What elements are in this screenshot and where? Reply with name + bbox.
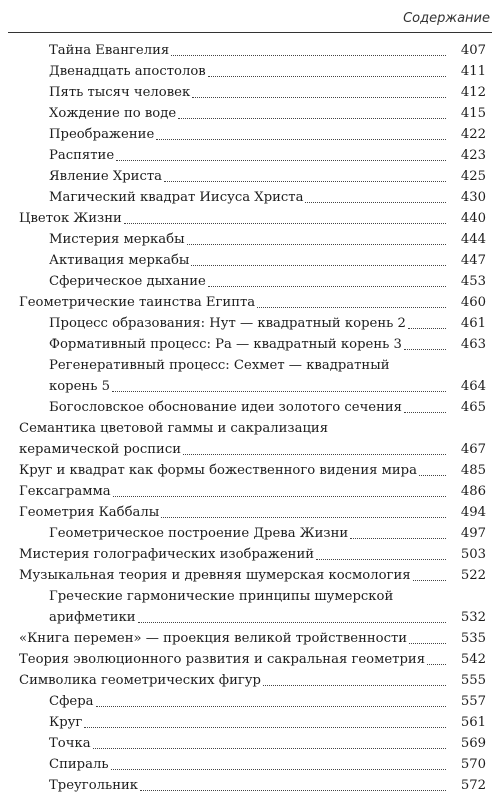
toc-page-number: 461 bbox=[446, 313, 486, 334]
toc-entry[interactable] bbox=[0, 271, 500, 292]
table-of-contents bbox=[0, 40, 500, 796]
toc-entry-title: Греческие гармонические принципы шумерской bbox=[49, 589, 394, 604]
toc-entry-title: корень 5 bbox=[49, 379, 110, 394]
dot-leader bbox=[171, 55, 462, 56]
dot-leader bbox=[156, 139, 462, 140]
toc-entry-title: Геометрия Каббалы bbox=[19, 505, 160, 520]
dot-leader bbox=[113, 496, 462, 497]
toc-entry[interactable] bbox=[0, 460, 500, 481]
toc-entry[interactable] bbox=[0, 40, 500, 61]
header-rule bbox=[8, 32, 492, 33]
dot-leader bbox=[187, 244, 462, 245]
toc-entry[interactable] bbox=[0, 124, 500, 145]
toc-entry-title: Мистерия меркабы bbox=[49, 232, 185, 247]
toc-entry-title: арифметики bbox=[49, 610, 136, 625]
toc-entry[interactable] bbox=[0, 502, 500, 523]
toc-entry-title: Тайна Евангелия bbox=[49, 43, 170, 58]
running-header: Содержание bbox=[403, 11, 490, 26]
toc-entry-title: Мистерия голографических изображений bbox=[19, 547, 315, 562]
toc-page-number: 412 bbox=[446, 82, 486, 103]
toc-entry-title: Пять тысяч человек bbox=[49, 85, 191, 100]
toc-entry-title: Преображение bbox=[49, 127, 155, 142]
toc-page-number: 535 bbox=[446, 628, 486, 649]
dot-leader bbox=[208, 76, 462, 77]
dot-leader bbox=[96, 706, 462, 707]
toc-entry-title: Магический квадрат Иисуса Христа bbox=[49, 190, 304, 205]
toc-page-number: 555 bbox=[446, 670, 486, 691]
toc-entry-title: Круг и квадрат как формы божественного видения мира bbox=[19, 463, 417, 478]
dot-leader bbox=[111, 769, 462, 770]
dot-leader bbox=[93, 748, 462, 749]
toc-entry-title: Точка bbox=[49, 736, 91, 751]
toc-page-number: 569 bbox=[446, 733, 486, 754]
toc-entry[interactable] bbox=[0, 166, 500, 187]
toc-entry[interactable] bbox=[0, 187, 500, 208]
toc-entry-title: Двенадцать апостолов bbox=[49, 64, 206, 79]
toc-entry[interactable] bbox=[0, 229, 500, 250]
toc-entry-title: Регенеративный процесс: Сехмет — квадратный bbox=[49, 358, 390, 373]
dot-leader bbox=[164, 181, 462, 182]
toc-page-number: 467 bbox=[446, 439, 486, 460]
toc-page-number: 411 bbox=[446, 61, 486, 82]
dot-leader bbox=[178, 118, 462, 119]
toc-entry[interactable] bbox=[0, 733, 500, 754]
toc-entry-title: Сфера bbox=[49, 694, 94, 709]
toc-entry-title: Явление Христа bbox=[49, 169, 162, 184]
dot-leader bbox=[305, 202, 462, 203]
dot-leader bbox=[161, 517, 462, 518]
toc-page-number: 464 bbox=[446, 376, 486, 397]
dot-leader bbox=[138, 622, 462, 623]
toc-entry-title: Сферическое дыхание bbox=[49, 274, 206, 289]
toc-page-number: 561 bbox=[446, 712, 486, 733]
toc-entry[interactable] bbox=[0, 586, 500, 628]
toc-entry[interactable] bbox=[0, 691, 500, 712]
toc-entry[interactable] bbox=[0, 712, 500, 733]
toc-entry-title: Теория эволюционного развития и сакральная геометрия bbox=[19, 652, 426, 667]
dot-leader bbox=[208, 286, 462, 287]
toc-entry[interactable] bbox=[0, 145, 500, 166]
toc-page-number: 485 bbox=[446, 460, 486, 481]
toc-entry[interactable] bbox=[0, 250, 500, 271]
toc-page-number: 423 bbox=[446, 145, 486, 166]
toc-page-number: 460 bbox=[446, 292, 486, 313]
toc-entry[interactable] bbox=[0, 628, 500, 649]
toc-entry[interactable] bbox=[0, 754, 500, 775]
toc-entry-title: Семантика цветовой гаммы и сакрализация bbox=[19, 421, 329, 436]
toc-page-number: 486 bbox=[446, 481, 486, 502]
dot-leader bbox=[112, 391, 462, 392]
toc-entry-title: Процесс образования: Нут — квадратный корень 2 bbox=[49, 316, 406, 331]
toc-page-number: 430 bbox=[446, 187, 486, 208]
toc-entry-title: Геометрические таинства Египта bbox=[19, 295, 256, 310]
toc-entry-title: Музыкальная теория и древняя шумерская космология bbox=[19, 568, 411, 583]
toc-entry[interactable] bbox=[0, 523, 500, 544]
toc-entry[interactable] bbox=[0, 775, 500, 796]
dot-leader bbox=[140, 790, 462, 791]
toc-page-number: 444 bbox=[446, 229, 486, 250]
toc-entry[interactable] bbox=[0, 397, 500, 418]
dot-leader bbox=[316, 559, 462, 560]
toc-entry[interactable] bbox=[0, 670, 500, 691]
toc-entry[interactable] bbox=[0, 418, 500, 460]
toc-page-number: 557 bbox=[446, 691, 486, 712]
toc-page-number: 503 bbox=[446, 544, 486, 565]
dot-leader bbox=[116, 160, 462, 161]
toc-page-number: 453 bbox=[446, 271, 486, 292]
toc-entry-title: Символика геометрических фигур bbox=[19, 673, 261, 688]
toc-page-number: 447 bbox=[446, 250, 486, 271]
dot-leader bbox=[124, 223, 462, 224]
toc-entry-title: Треугольник bbox=[49, 778, 139, 793]
toc-page-number: 570 bbox=[446, 754, 486, 775]
toc-entry-title: Распятие bbox=[49, 148, 115, 163]
dot-leader bbox=[183, 454, 462, 455]
toc-entry[interactable] bbox=[0, 82, 500, 103]
toc-entry[interactable] bbox=[0, 313, 500, 334]
toc-entry-title: керамической росписи bbox=[19, 442, 181, 457]
toc-entry[interactable] bbox=[0, 544, 500, 565]
toc-entry-title: Хождение по воде bbox=[49, 106, 177, 121]
toc-entry[interactable] bbox=[0, 355, 500, 397]
toc-page-number: 465 bbox=[446, 397, 486, 418]
toc-entry[interactable] bbox=[0, 565, 500, 586]
toc-page-number: 422 bbox=[446, 124, 486, 145]
dot-leader bbox=[263, 685, 462, 686]
toc-page-number: 494 bbox=[446, 502, 486, 523]
toc-entry-title: Спираль bbox=[49, 757, 109, 772]
toc-page-number: 415 bbox=[446, 103, 486, 124]
toc-entry[interactable] bbox=[0, 208, 500, 229]
toc-entry[interactable] bbox=[0, 334, 500, 355]
dot-leader bbox=[84, 727, 462, 728]
toc-page-number: 522 bbox=[446, 565, 486, 586]
toc-entry[interactable] bbox=[0, 103, 500, 124]
toc-entry[interactable] bbox=[0, 292, 500, 313]
toc-entry[interactable] bbox=[0, 61, 500, 82]
toc-entry-title: Цветок Жизни bbox=[19, 211, 122, 226]
toc-page-number: 407 bbox=[446, 40, 486, 61]
toc-entry[interactable] bbox=[0, 649, 500, 670]
toc-entry-title: Богословское обоснование идеи золотого сечения bbox=[49, 400, 402, 415]
toc-page-number: 425 bbox=[446, 166, 486, 187]
toc-page-number: 497 bbox=[446, 523, 486, 544]
toc-page-number: 532 bbox=[446, 607, 486, 628]
toc-entry-title: Активация меркабы bbox=[49, 253, 190, 268]
toc-page-number: 463 bbox=[446, 334, 486, 355]
toc-page-number: 572 bbox=[446, 775, 486, 796]
dot-leader bbox=[191, 265, 462, 266]
toc-entry-title: «Книга перемен» — проекция великой тройственности bbox=[19, 631, 408, 646]
toc-entry-title: Формативный процесс: Ра — квадратный корень 3 bbox=[49, 337, 402, 352]
toc-entry-title: Геометрическое построение Древа Жизни bbox=[49, 526, 349, 541]
dot-leader bbox=[192, 97, 462, 98]
dot-leader bbox=[257, 307, 462, 308]
toc-entry[interactable] bbox=[0, 481, 500, 502]
toc-page-number: 542 bbox=[446, 649, 486, 670]
toc-entry-title: Круг bbox=[49, 715, 83, 730]
toc-entry-title: Гексаграмма bbox=[19, 484, 111, 499]
toc-page-number: 440 bbox=[446, 208, 486, 229]
